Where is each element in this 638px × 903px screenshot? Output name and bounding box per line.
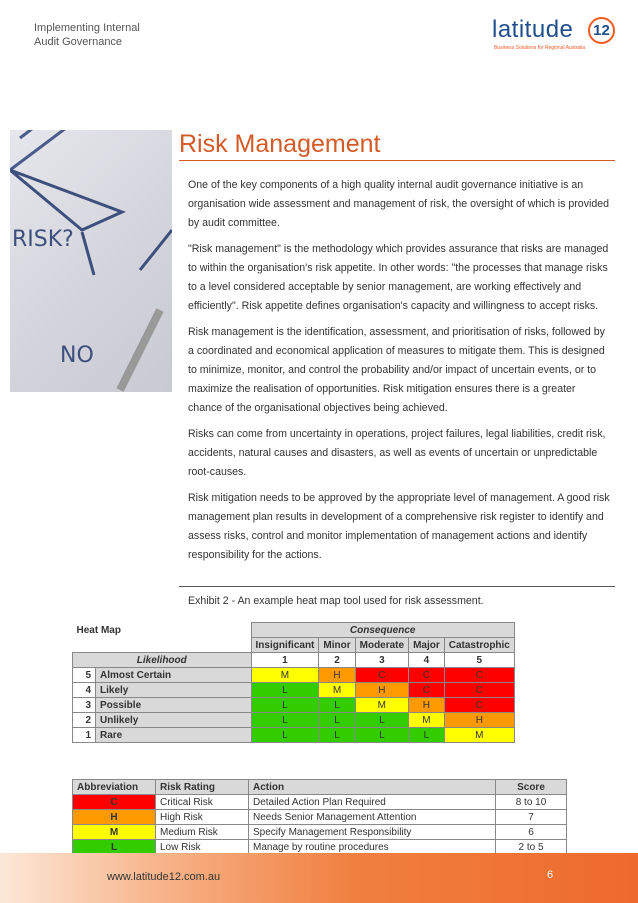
consequence-score-1: 1 xyxy=(251,653,319,668)
consequence-score-4: 4 xyxy=(409,653,445,668)
legend-action: Needs Senior Management Attention xyxy=(249,810,496,825)
risk-flowchart-photo xyxy=(10,130,172,392)
consequence-header: Consequence xyxy=(251,623,514,638)
consequence-col-5: Catastrophic xyxy=(444,638,514,653)
likelihood-label: Unlikely xyxy=(96,713,252,728)
legend-header-action: Action xyxy=(249,780,496,795)
likelihood-header: Likelihood xyxy=(73,653,252,668)
logo-word: latitude xyxy=(492,16,574,43)
heat-map-cell: L xyxy=(355,713,408,728)
legend-action: Detailed Action Plan Required xyxy=(249,795,496,810)
heat-map-cell: L xyxy=(251,713,319,728)
legend-score: 7 xyxy=(496,810,567,825)
heat-map-cell: H xyxy=(319,668,355,683)
body-paragraph-3: Risk management is the identification, assessment, and prioritisation of risks, followed by a coordinated and economical application of measures to mitigate them. This is designed to minimize, monitor, and control the probability and/or impact of uncertain events, or to maximize the realisation of opportunities. Risk mitigation ensures there is a greater chance of the organisational objectives being achieved. xyxy=(188,326,605,414)
heat-map-cell: L xyxy=(319,713,355,728)
body-paragraph-1: One of the key components of a high quality internal audit governance initiative is an organisation wide assessment and management of risk, the oversight of which is provided by audit committee. xyxy=(188,179,610,229)
consequence-col-4: Major xyxy=(409,638,445,653)
heat-map-title: Heat Map xyxy=(76,624,121,636)
photo-text-no: NO xyxy=(60,343,94,368)
heat-map-cell: L xyxy=(251,698,319,713)
footer-website-link[interactable]: www.latitude12.com.au xyxy=(107,871,221,883)
legend-row xyxy=(73,795,567,810)
risk-rating-legend-table xyxy=(72,779,567,855)
likelihood-score: 1 xyxy=(73,728,96,743)
likelihood-label: Almost Certain xyxy=(96,668,252,683)
legend-score: 8 to 10 xyxy=(496,795,567,810)
legend-row xyxy=(73,810,567,825)
legend-risk-rating: Low Risk xyxy=(156,840,249,855)
heat-map-cell: H xyxy=(444,713,514,728)
document-title xyxy=(34,21,140,49)
heat-map-cell: M xyxy=(355,698,408,713)
legend-abbreviation: H xyxy=(73,810,156,825)
document-title-line1: Implementing Internal xyxy=(34,22,140,34)
likelihood-score: 5 xyxy=(73,668,96,683)
heat-map-row xyxy=(73,668,515,683)
photo-text-risk: RISK? xyxy=(12,227,74,252)
heat-map-cell: C xyxy=(355,668,408,683)
legend-abbreviation: L xyxy=(73,840,156,855)
consequence-score-5: 5 xyxy=(444,653,514,668)
legend-abbreviation: C xyxy=(73,795,156,810)
heat-map-cell: L xyxy=(355,728,408,743)
legend-header-abbreviation: Abbreviation xyxy=(73,780,156,795)
exhibit-caption: Exhibit 2 - An example heat map tool used for risk assessment. xyxy=(188,595,484,607)
consequence-col-3: Moderate xyxy=(355,638,408,653)
likelihood-score: 3 xyxy=(73,698,96,713)
caption-divider xyxy=(179,586,615,587)
flowchart-sketch xyxy=(10,130,172,392)
document-title-line2: Audit Governance xyxy=(34,36,123,48)
consequence-col-1: Insignificant xyxy=(251,638,319,653)
legend-score: 2 to 5 xyxy=(496,840,567,855)
heat-map-table xyxy=(72,622,515,743)
section-body xyxy=(188,176,610,572)
section-title-rule xyxy=(179,160,615,161)
heat-map-row xyxy=(73,713,515,728)
heat-map-row xyxy=(73,698,515,713)
heat-map-cell: C xyxy=(444,668,514,683)
heat-map-cell: M xyxy=(319,683,355,698)
legend-risk-rating: Medium Risk xyxy=(156,825,249,840)
heat-map-cell: M xyxy=(444,728,514,743)
legend-header-score: Score xyxy=(496,780,567,795)
legend-risk-rating: Critical Risk xyxy=(156,795,249,810)
likelihood-label: Possible xyxy=(96,698,252,713)
likelihood-label: Rare xyxy=(96,728,252,743)
heat-map-cell: C xyxy=(409,668,445,683)
consequence-score-2: 2 xyxy=(319,653,355,668)
heat-map-cell: L xyxy=(251,683,319,698)
heat-map-cell: M xyxy=(409,713,445,728)
legend-score: 6 xyxy=(496,825,567,840)
heat-map-cell: L xyxy=(251,728,319,743)
heat-map-row xyxy=(73,728,515,743)
heat-map-cell: H xyxy=(355,683,408,698)
likelihood-score: 2 xyxy=(73,713,96,728)
section-title: Risk Management xyxy=(179,130,381,158)
body-paragraph-4: Risks can come from uncertainty in operations, project failures, legal liabilities, credit risk, accidents, natural causes and disasters, as well as events of uncertain or unpredictable root-causes. xyxy=(188,428,606,478)
heat-map-row xyxy=(73,683,515,698)
logo-tagline: Business Solutions for Regional Australia xyxy=(494,45,586,51)
logo-number-badge: 12 xyxy=(588,17,615,44)
heat-map-cell: C xyxy=(444,683,514,698)
heat-map-cell: C xyxy=(444,698,514,713)
heat-map-cell: L xyxy=(409,728,445,743)
likelihood-label: Likely xyxy=(96,683,252,698)
heat-map-cell: M xyxy=(251,668,319,683)
page-footer xyxy=(0,853,638,903)
heat-map-cell: C xyxy=(409,683,445,698)
likelihood-score: 4 xyxy=(73,683,96,698)
body-paragraph-2: "Risk management" is the methodology which provides assurance that risks are managed to within the organisation's risk appetite. In other words: "the processes that manage risks to a level considered acceptable by senior management, are working effectively and efficiently". Risk appetite defines organisation's capacity and willingness to accept risks. xyxy=(188,243,609,312)
legend-action: Manage by routine procedures xyxy=(249,840,496,855)
consequence-score-3: 3 xyxy=(355,653,408,668)
legend-abbreviation: M xyxy=(73,825,156,840)
page-number: 6 xyxy=(547,869,554,881)
heat-map-cell: L xyxy=(319,728,355,743)
consequence-col-2: Minor xyxy=(319,638,355,653)
heat-map-cell: L xyxy=(319,698,355,713)
heat-map-cell: H xyxy=(409,698,445,713)
body-paragraph-5: Risk mitigation needs to be approved by the appropriate level of management. A good risk management plan results in development of a comprehensive risk register to identify and assess risks, control and monitor implementation of management actions and identify responsibility for the actions. xyxy=(188,492,610,561)
latitude12-logo xyxy=(492,16,618,56)
legend-action: Specify Management Responsibility xyxy=(249,825,496,840)
legend-risk-rating: High Risk xyxy=(156,810,249,825)
legend-header-risk-rating: Risk Rating xyxy=(156,780,249,795)
legend-row xyxy=(73,825,567,840)
